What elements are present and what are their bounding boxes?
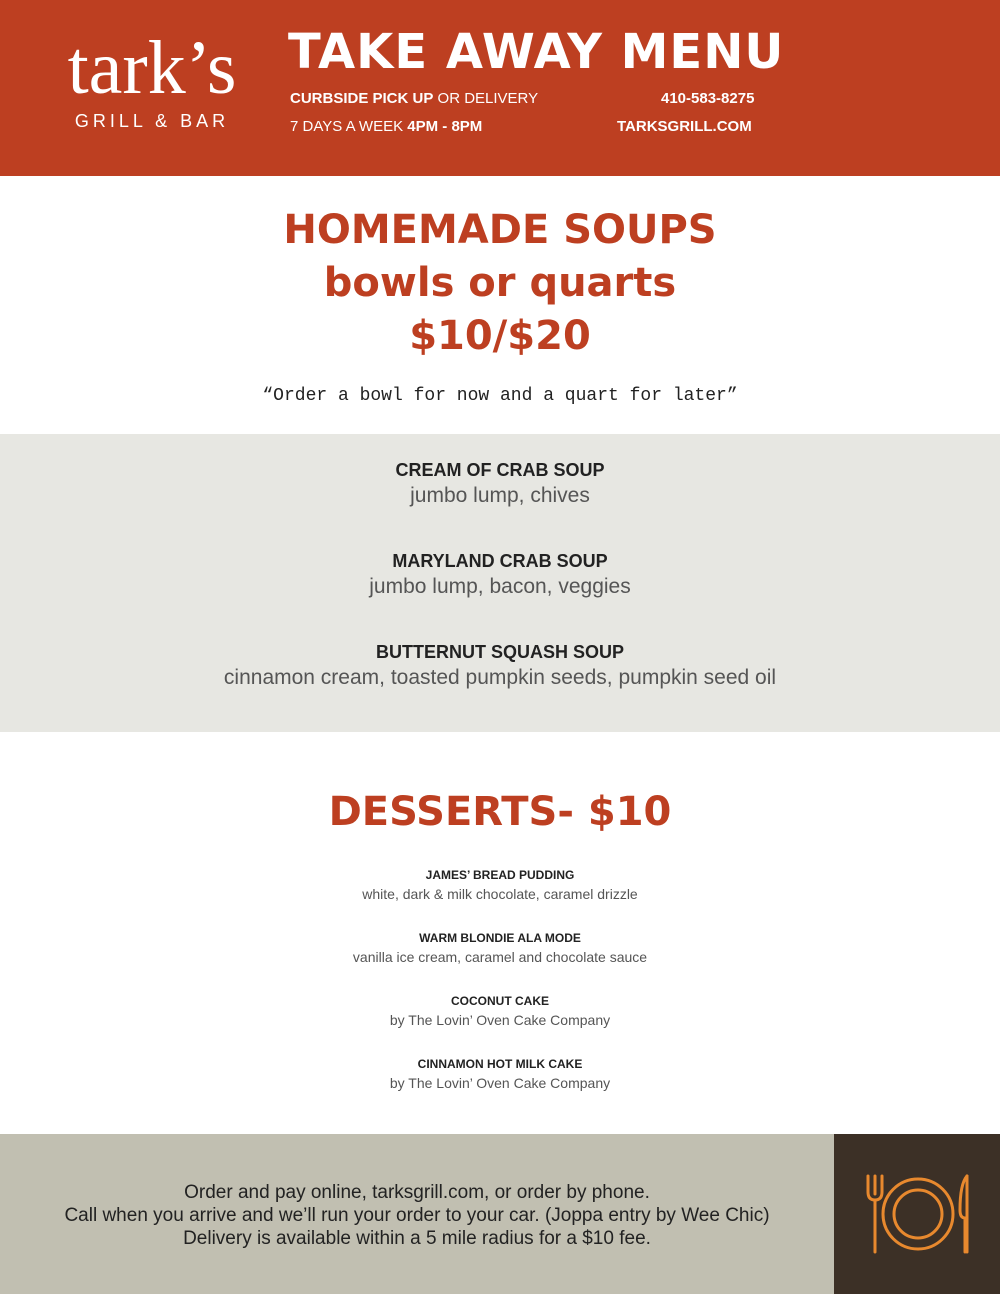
soups-title: HOMEMADE SOUPS <box>283 207 717 253</box>
plate-fork-knife-icon <box>864 1172 972 1256</box>
menu-item <box>0 458 1000 510</box>
menu-item <box>0 1055 1000 1093</box>
menu-item <box>0 549 1000 601</box>
menu-item <box>0 640 1000 692</box>
footer-line: Delivery is available within a 5 mile radius for a $10 fee. <box>183 1228 651 1249</box>
pickup-line <box>290 89 538 109</box>
menu-item-description: jumbo lump, bacon, veggies <box>369 575 631 598</box>
soups-subtitle: bowls or quarts <box>323 260 677 306</box>
menu-item-description: cinnamon cream, toasted pumpkin seeds, pumpkin seed oil <box>223 666 777 689</box>
menu-item <box>0 992 1000 1030</box>
menu-item-name: WARM BLONDIE ALA MODE <box>419 931 581 945</box>
menu-item-name: CREAM OF CRAB SOUP <box>395 460 605 480</box>
pickup-label: CURBSIDE PICK UP <box>290 90 434 107</box>
phone-number: 410-583-8275 <box>661 90 755 107</box>
logo-tagline: GRILL & BAR <box>74 111 230 131</box>
desserts-heading: DESSERTS- $10 <box>328 789 672 835</box>
header-banner <box>0 0 1000 176</box>
menu-item-name: CINNAMON HOT MILK CAKE <box>417 1057 583 1071</box>
soups-price: $10/$20 <box>409 313 591 359</box>
soup-list <box>0 434 1000 732</box>
soups-quote: “Order a bowl for now and a quart for later” <box>262 386 738 406</box>
menu-item-description: jumbo lump, chives <box>410 484 590 507</box>
menu-item-name: BUTTERNUT SQUASH SOUP <box>375 642 624 662</box>
hours-label: 4PM - 8PM <box>407 118 483 135</box>
menu-item-name: JAMES’ BREAD PUDDING <box>425 868 575 882</box>
menu-item-description: white, dark & milk chocolate, caramel drizzle <box>362 886 638 902</box>
footer-text <box>0 1181 834 1250</box>
hours-line <box>290 117 482 137</box>
menu-item <box>0 929 1000 967</box>
menu-item-description: vanilla ice cream, caramel and chocolate sauce <box>352 949 648 965</box>
menu-item-name: MARYLAND CRAB SOUP <box>392 551 608 571</box>
footer-icon-panel <box>834 1134 1000 1294</box>
days-label: 7 DAYS A WEEK <box>290 118 408 135</box>
footer-info <box>0 1134 834 1294</box>
soups-heading <box>0 204 1000 363</box>
menu-item-description: by The Lovin’ Oven Cake Company <box>389 1075 611 1091</box>
menu-item <box>0 866 1000 904</box>
menu-item-name: COCONUT CAKE <box>451 994 549 1008</box>
menu-item-description: by The Lovin’ Oven Cake Company <box>389 1012 611 1028</box>
footer-line: Order and pay online, tarksgrill.com, or order by phone. <box>184 1182 650 1203</box>
logo: tark’s <box>67 26 237 110</box>
website-label: TARKSGRILL.COM <box>617 118 752 135</box>
menu-title: TAKE AWAY MENU <box>288 24 785 80</box>
footer-line: Call when you arrive and we’ll run your order to your car. (Joppa entry by Wee Chic) <box>64 1205 770 1226</box>
delivery-label: OR DELIVERY <box>433 90 539 107</box>
